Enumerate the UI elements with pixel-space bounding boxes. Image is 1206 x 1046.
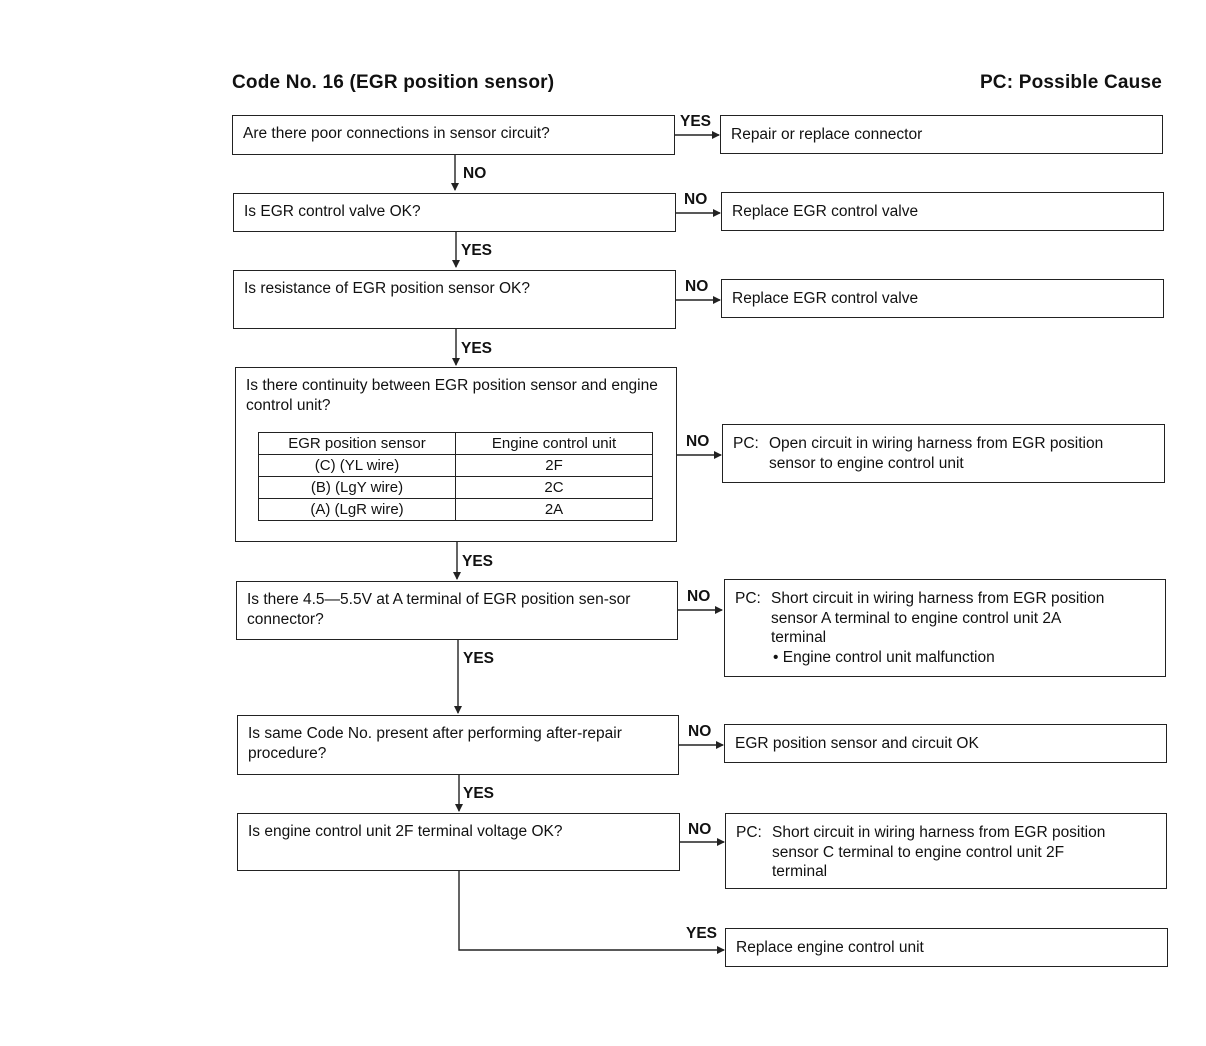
pc-label: PC: xyxy=(736,824,762,841)
pc-line: Short circuit in wiring harness from EGR position xyxy=(772,824,1106,841)
label-step-2-down: YES xyxy=(461,242,493,259)
result-final-text: Replace engine control unit xyxy=(736,939,924,956)
result-2 xyxy=(721,192,1164,231)
result-3 xyxy=(721,279,1164,318)
table-cell: 2C xyxy=(456,477,653,499)
table-row xyxy=(259,455,653,477)
result-6-text: EGR position sensor and circuit OK xyxy=(735,735,979,752)
table-header-row xyxy=(259,433,653,455)
pc-line: terminal xyxy=(772,863,828,880)
label-step-6-down: YES xyxy=(463,785,495,802)
arrow-final xyxy=(459,871,724,950)
question-6-text: Is same Code No. present after performing after-repair procedure? xyxy=(248,725,622,762)
label-step-6-side: NO xyxy=(688,723,712,740)
question-5 xyxy=(236,581,678,640)
question-3 xyxy=(233,270,676,329)
label-step-1-down: NO xyxy=(463,165,487,182)
pc-bullet: • Engine control unit malfunction xyxy=(773,648,995,666)
table-cell: 2F xyxy=(456,455,653,477)
possible-cause-7 xyxy=(725,813,1167,889)
question-4-text: Is there continuity between EGR position sensor and engine control unit? xyxy=(246,377,658,414)
pc-line: terminal xyxy=(771,629,827,646)
label-step-4-side: NO xyxy=(686,433,710,450)
question-3-text: Is resistance of EGR position sensor OK? xyxy=(244,280,531,297)
diagram-title: Code No. 16 (EGR position sensor) xyxy=(232,72,555,93)
pc-line: Short circuit in wiring harness from EGR position xyxy=(771,590,1105,607)
possible-cause-4 xyxy=(722,424,1165,483)
result-1-text: Repair or replace connector xyxy=(731,126,923,143)
pc-line: Open circuit in wiring harness from EGR position xyxy=(769,435,1104,452)
table-cell: (B) (LgY wire) xyxy=(259,477,456,499)
result-3-text: Replace EGR control valve xyxy=(732,290,919,307)
table-row xyxy=(259,499,653,521)
continuity-table xyxy=(258,432,653,521)
label-step-3-side: NO xyxy=(685,278,709,295)
label-step-1-side: YES xyxy=(680,113,712,130)
table-row xyxy=(259,477,653,499)
question-5-text: Is there 4.5—5.5V at A terminal of EGR position sen-sor connector? xyxy=(247,591,631,628)
label-step-5-down: YES xyxy=(463,650,495,667)
legend-label: PC: Possible Cause xyxy=(979,72,1162,93)
question-7-text: Is engine control unit 2F terminal voltage OK? xyxy=(248,823,563,840)
question-2-text: Is EGR control valve OK? xyxy=(244,203,421,220)
question-1 xyxy=(232,115,675,155)
question-4 xyxy=(235,367,677,542)
label-step-3-down: YES xyxy=(461,340,493,357)
table-header: EGR position sensor xyxy=(259,433,456,455)
label-step-5-side: NO xyxy=(687,588,711,605)
possible-cause-5 xyxy=(724,579,1166,677)
question-1-text: Are there poor connections in sensor circuit? xyxy=(243,125,550,142)
label-final: YES xyxy=(686,925,718,942)
pc-line: sensor C terminal to engine control unit 2F xyxy=(772,843,1065,861)
question-6 xyxy=(237,715,679,775)
table-cell: 2A xyxy=(456,499,653,521)
label-step-2-side: NO xyxy=(684,191,708,208)
result-2-text: Replace EGR control valve xyxy=(732,203,919,220)
label-step-4-down: YES xyxy=(462,553,494,570)
table-header: Engine control unit xyxy=(456,433,653,455)
label-step-7-side: NO xyxy=(688,821,712,838)
question-2 xyxy=(233,193,676,232)
pc-line: sensor to engine control unit xyxy=(769,454,964,472)
result-1 xyxy=(720,115,1163,154)
pc-line: sensor A terminal to engine control unit 2A xyxy=(771,609,1062,627)
table-cell: (A) (LgR wire) xyxy=(259,499,456,521)
question-7 xyxy=(237,813,680,871)
pc-label: PC: xyxy=(735,590,761,607)
result-6 xyxy=(724,724,1167,763)
result-final xyxy=(725,928,1168,967)
pc-label: PC: xyxy=(733,435,759,452)
table-cell: (C) (YL wire) xyxy=(259,455,456,477)
